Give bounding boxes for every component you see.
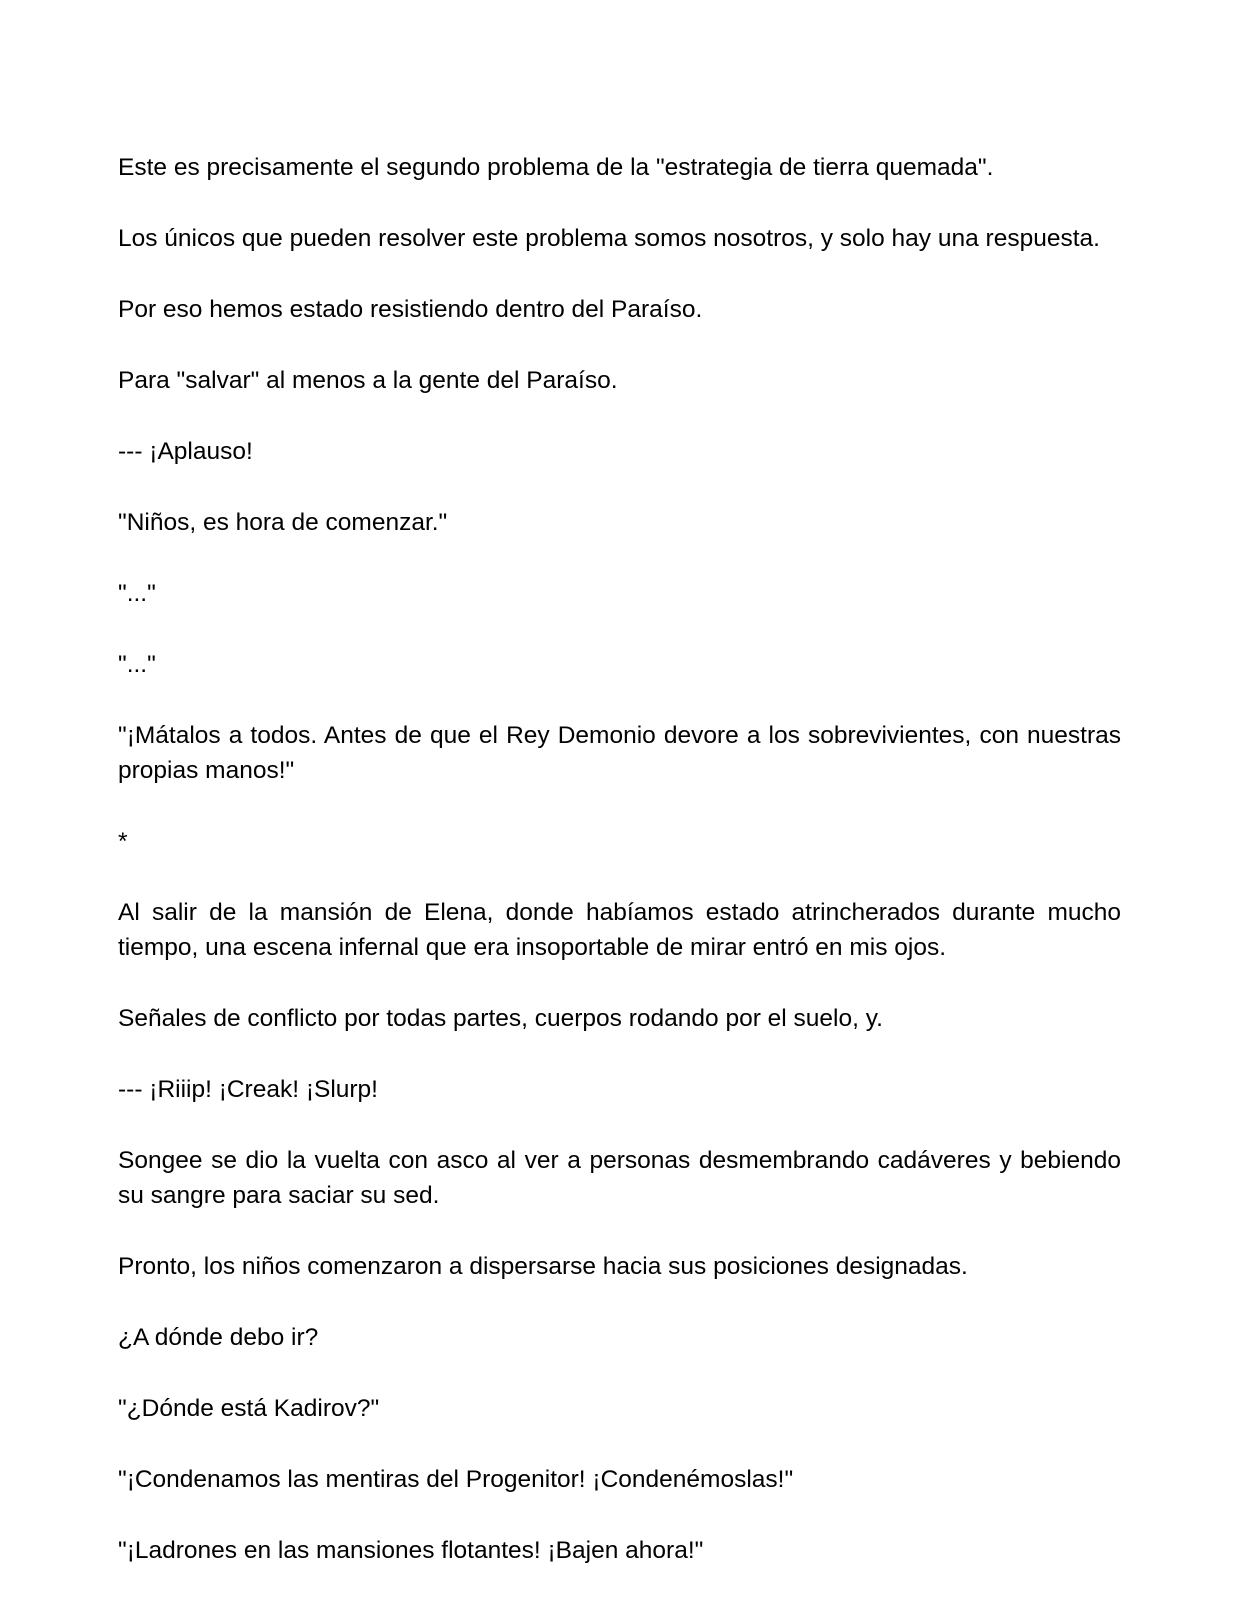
paragraph: ¿A dónde debo ir? [118, 1324, 319, 1351]
document-body [118, 150, 1121, 1568]
paragraph: Este es precisamente el segundo problema de la "estrategia de tierra quemada". [118, 154, 994, 181]
paragraph: Los únicos que pueden resolver este problema somos nosotros, y solo hay una respuesta. [118, 225, 1100, 252]
paragraph: Songee se dio la vuelta con asco al ver a personas desmembrando cadáveres y bebiendo su sangre para saciar su sed. [118, 1147, 1121, 1209]
paragraph: "¡Condenamos las mentiras del Progenitor! ¡Condenémoslas!" [118, 1466, 794, 1493]
paragraph: Pronto, los niños comenzaron a dispersarse hacia sus posiciones designadas. [118, 1253, 968, 1280]
paragraph: "..." [118, 651, 156, 678]
paragraph: "..." [118, 580, 156, 607]
paragraph: Por eso hemos estado resistiendo dentro del Paraíso. [118, 296, 703, 323]
paragraph: Señales de conflicto por todas partes, cuerpos rodando por el suelo, y. [118, 1005, 883, 1032]
paragraph: --- ¡Aplauso! [118, 438, 253, 465]
paragraph: --- ¡Riiip! ¡Creak! ¡Slurp! [118, 1076, 378, 1103]
paragraph: Para "salvar" al menos a la gente del Paraíso. [118, 367, 618, 394]
paragraph: "¡Ladrones en las mansiones flotantes! ¡Bajen ahora!" [118, 1537, 704, 1564]
paragraph: Al salir de la mansión de Elena, donde habíamos estado atrincherados durante mucho tiempo, una escena infernal que era insoportable de mirar entró en mis ojos. [118, 899, 1121, 961]
paragraph: "Niños, es hora de comenzar." [118, 509, 448, 536]
scene-break: * [118, 828, 128, 855]
paragraph: "¿Dónde está Kadirov?" [118, 1395, 380, 1422]
paragraph: "¡Mátalos a todos. Antes de que el Rey Demonio devore a los sobrevivientes, con nuestras propias manos!" [118, 722, 1121, 784]
